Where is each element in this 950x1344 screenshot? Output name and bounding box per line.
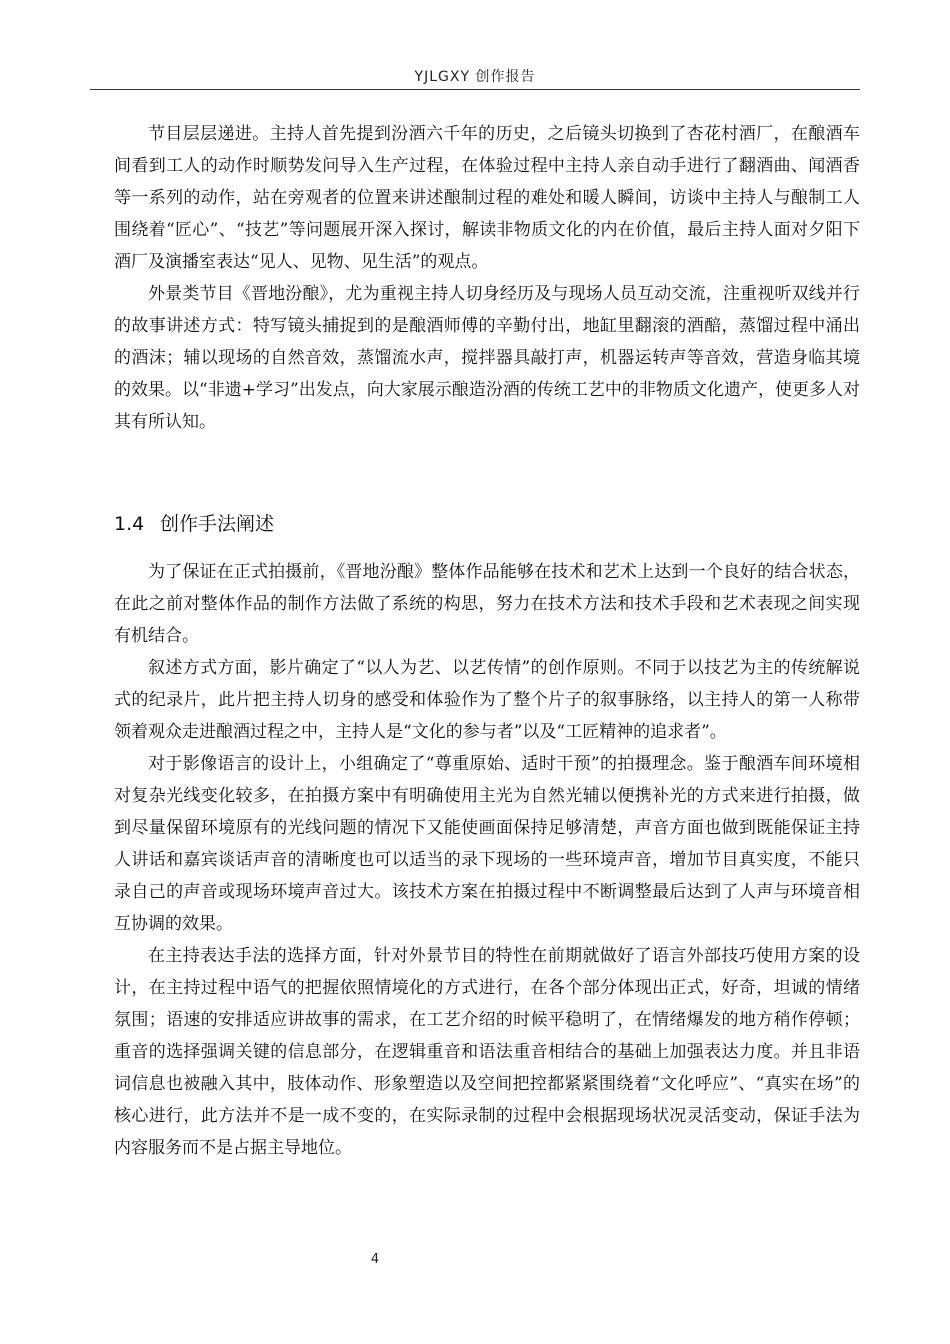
section-number: 1.4 (114, 513, 145, 535)
paragraph: 外景类节目《晋地汾酿》，尤为重视主持人切身经历及与现场人员互动交流，注重视听双线并行的故事讲述方式：特写镜头捕捉到的是酿酒师傅的辛勤付出，地缸里翻滚的酒醅，蒸馏过程中涌出的酒沫；辅以现场的自然音效，蒸馏流水声，搅拌器具敲打声，机器运转声等音效，营造身临其境的效果。以“非遗+学习”出发点，向大家展示酿造汾酒的传统工艺中的非物质文化遗产，使更多人对其有所认知。 (114, 284, 860, 432)
paragraph: 为了保证在正式拍摄前，《晋地汾酿》整体作品能够在技术和艺术上达到一个良好的结合状态，在此之前对整体作品的制作方法做了系统的构思，努力在技术方法和技术手段和艺术表现之间实现有机结合。 (114, 562, 860, 646)
header-rule (90, 89, 860, 90)
section-heading (114, 504, 860, 544)
section-title: 创作手法阐述 (160, 513, 275, 535)
paragraph: 叙述方式方面，影片确定了“以人为艺、以艺传情”的创作原则。不同于以技艺为主的传统解说式的纪录片，此片把主持人切身的感受和体验作为了整个片子的叙事脉络，以主持人的第一人称带领着观众走进酿酒过程之中，主持人是“文化的参与者”以及“工匠精神的追求者”。 (114, 658, 860, 742)
paragraph: 节目层层递进。主持人首先提到汾酒六千年的历史，之后镜头切换到了杏花村酒厂，在酿酒车间看到工人的动作时顺势发问导入生产过程，在体验过程中主持人亲自动手进行了翻酒曲、闻酒香等一系列的动作，站在旁观者的位置来讲述酿制过程的难处和暖人瞬间，访谈中主持人与酿制工人围绕着“匠心”、“技艺”等问题展开深入探讨，解读非物质文化的内在价值，最后主持人面对夕阳下酒厂及演播室表达“见人、见物、见生活”的观点。 (114, 124, 860, 272)
page-number: 4 (370, 1252, 380, 1267)
section-1-4 (114, 504, 860, 1164)
paragraph: 对于影像语言的设计上，小组确定了“尊重原始、适时干预”的拍摄理念。鉴于酿酒车间环境相对复杂光线变化较多，在拍摄方案中有明确使用主光为自然光辅以便携补光的方式来进行拍摄，做到尽量保留环境原有的光线问题的情况下又能使画面保持足够清楚，声音方面也做到既能保证主持人讲话和嘉宾谈话声音的清晰度也可以适当的录下现场的一些环境声音，增加节目真实度，不能只录自己的声音或现场环境声音过大。该技术方案在拍摄过程中不断调整最后达到了人声与环境音相互协调的效果。 (114, 754, 860, 934)
paragraph: 在主持表达手法的选择方面，针对外景节目的特性在前期就做好了语言外部技巧使用方案的设计，在主持过程中语气的把握依照情境化的方式进行，在各个部分体现出正式，好奇，坦诚的情绪氛围；语速的安排适应讲故事的需求，在工艺介绍的时候平稳明了，在情绪爆发的地方稍作停顿；重音的选择强调关键的信息部分，在逻辑重音和语法重音相结合的基础上加强表达力度。并且非语词信息也被融入其中，肢体动作、形象塑造以及空间把控都紧紧围绕着“文化呼应”、“真实在场”的核心进行，此方法并不是一成不变的，在实际录制的过程中会根据现场状况灵活变动，保证手法为内容服务而不是占据主导地位。 (114, 946, 860, 1158)
body-text-top (114, 118, 860, 438)
running-header: YJLGXY 创作报告 (414, 69, 536, 85)
